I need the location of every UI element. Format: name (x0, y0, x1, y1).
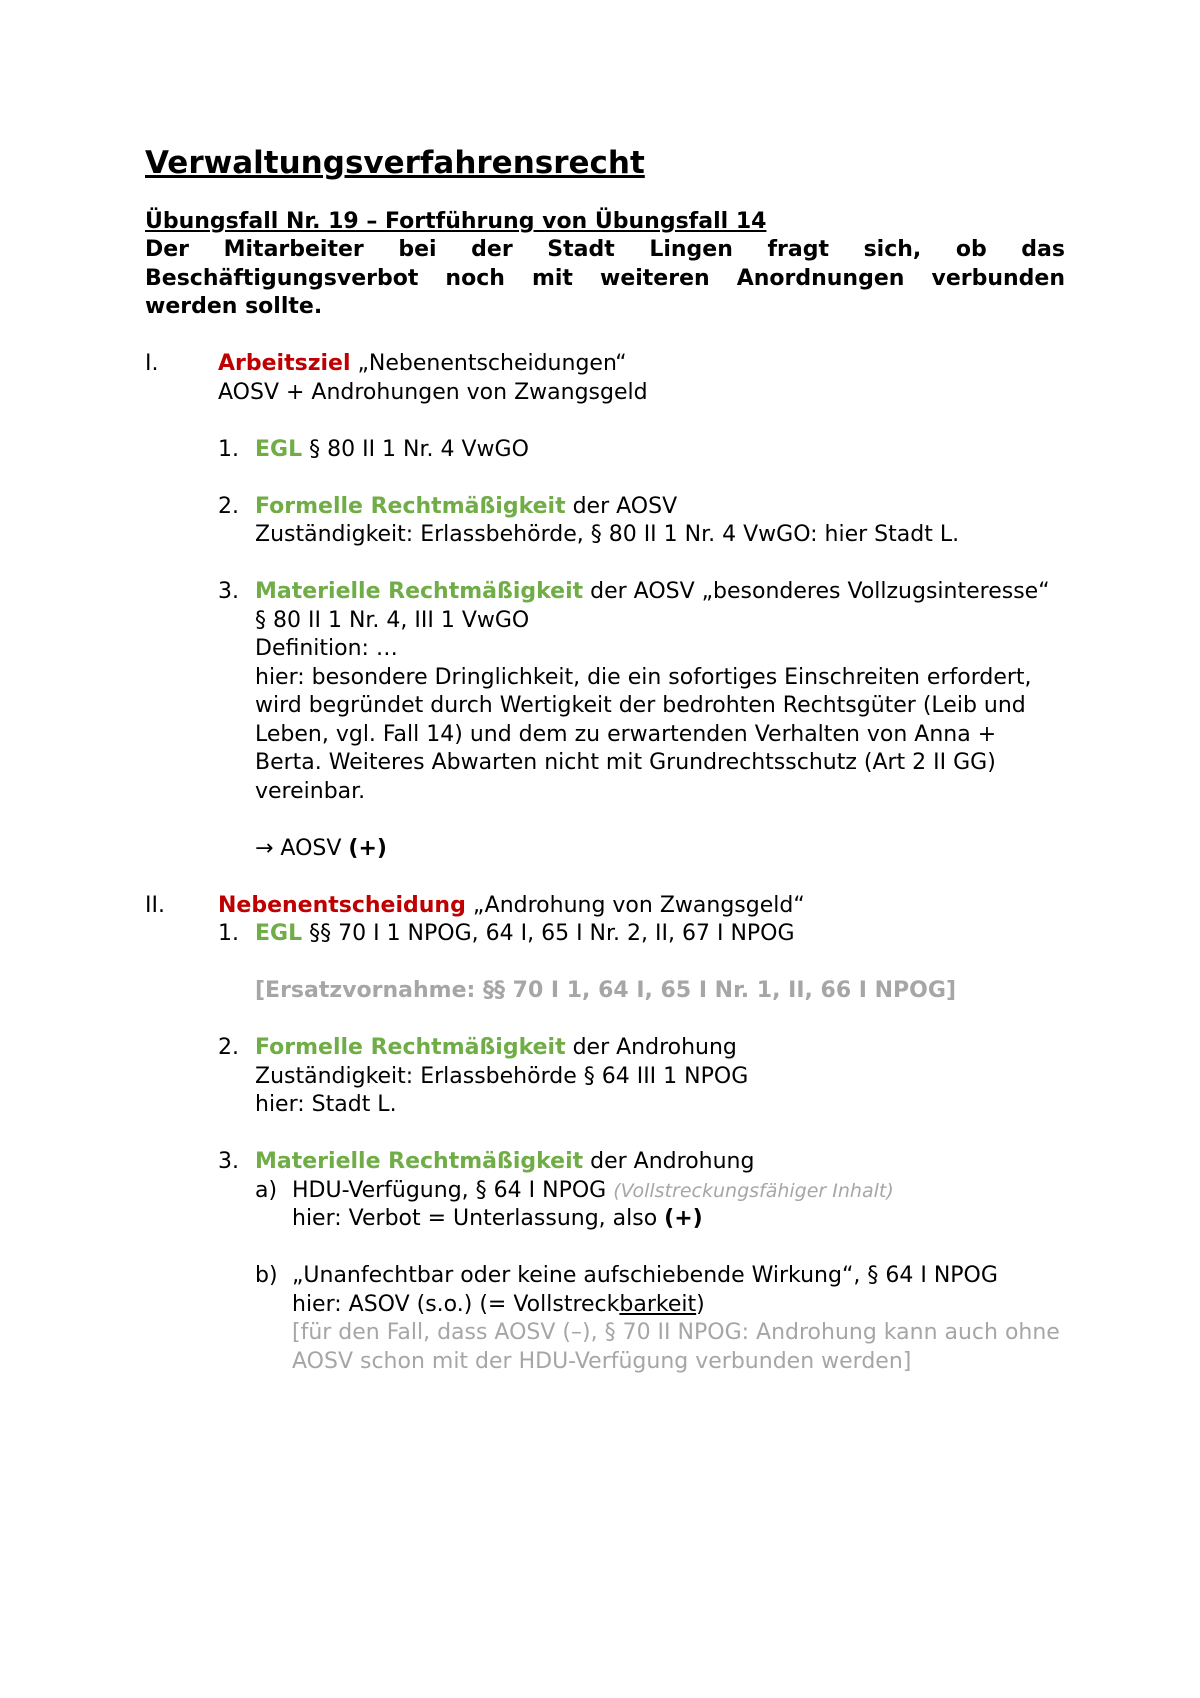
spacer (145, 322, 1065, 351)
item-line: Zuständigkeit: Erlassbehörde § 64 III 1 NPOG (255, 1063, 749, 1089)
section-1-heading-colored: Arbeitsziel (218, 351, 351, 376)
result-bold: (+) (348, 835, 387, 861)
section-2-mark: II. (145, 892, 165, 918)
section-2-item-2 (218, 1034, 1065, 1120)
item-number: 1. (218, 921, 239, 946)
result-prefix: → AOSV (255, 835, 349, 861)
section-2-heading-colored: Nebenentscheidung (218, 892, 466, 918)
sub-item-b (255, 1262, 1065, 1376)
sub-item-italic-note: (Vollstreckungsfähiger Inhalt) (613, 1179, 894, 1202)
item-line: hier: besondere Dringlichkeit, die ein sofortiges Einschreiten erfordert, wird begründet durch Wertigkeit der bedrohten Rechtsgüter (Leib und Leben, vgl. Fall 14) und dem zu erwartenden Verhalten von Anna + Berta. Weiteres Abwarten nicht mit Grundrechtsschutz (Art 2 II GG) vereinbar. (255, 664, 1032, 804)
document-page (145, 140, 1065, 1376)
sub-item-mark: a) (255, 1177, 278, 1203)
item-colored-label: Formelle Rechtmäßigkeit (255, 1035, 566, 1060)
item-colored-label: EGL (255, 436, 303, 462)
section-2-heading-rest: „Androhung von Zwangsgeld“ (465, 892, 805, 918)
item-number: 3. (218, 1149, 239, 1174)
case-intro: Der Mitarbeiter bei der Stadt Lingen fragt sich, ob das Beschäftigungsverbot noch mit weiteren Anordnungen verbunden werden sollte. (145, 237, 1065, 319)
item-colored-label: Materielle Rechtmäßigkeit (255, 1149, 584, 1174)
sub-item-line2-bold: (+) (664, 1206, 703, 1231)
sub-item-gray-note: [für den Fall, dass AOSV (–), § 70 II NPOG: Androhung kann auch ohne AOSV schon mit der HDU-Verfügung verbunden werden] (292, 1320, 1060, 1374)
sub-item-line2-prefix: hier: ASOV (s.o.) (= Vollstreck (292, 1291, 620, 1317)
sub-item-line2-suffix: ) (696, 1291, 705, 1317)
item-line: § 80 II 1 Nr. 4, III 1 VwGO (255, 607, 530, 633)
item-colored-label: Materielle Rechtmäßigkeit (255, 579, 584, 604)
item-rest: der AOSV (565, 493, 678, 519)
item-number: 2. (218, 493, 239, 519)
section-2-heading (218, 892, 1065, 921)
section-1-heading (218, 350, 1065, 379)
section-1-heading-rest: „Nebenentscheidungen“ (350, 351, 627, 376)
item-rest: der AOSV „besonderes Vollzugsinteresse“ (583, 579, 1050, 604)
item-note: [Ersatzvornahme: §§ 70 I 1, 64 I, 65 I Nr. 1, II, 66 I NPOG] (255, 978, 956, 1003)
section-1 (145, 350, 1065, 863)
section-2 (145, 892, 1065, 1377)
section-1-item-2 (218, 493, 1065, 550)
item-colored-label: EGL (255, 921, 303, 946)
item-rest: §§ 70 I 1 NPOG, 64 I, 65 I Nr. 2, II, 67 I NPOG (302, 921, 795, 946)
item-line: hier: Stadt L. (255, 1092, 397, 1117)
sub-item-text: „Unanfechtbar oder keine aufschiebende Wirkung“, § 64 I NPOG (292, 1263, 998, 1288)
sub-item-line2-prefix: hier: Verbot = Unterlassung, also (292, 1206, 665, 1231)
item-number: 1. (218, 436, 239, 462)
sub-item-line2-underline: barkeit (619, 1291, 697, 1317)
item-rest: § 80 II 1 Nr. 4 VwGO (302, 436, 529, 462)
section-1-item-3 (218, 578, 1065, 863)
item-line: Definition: … (255, 636, 398, 661)
item-colored-label: Formelle Rechtmäßigkeit (255, 493, 566, 519)
case-subtitle: Übungsfall Nr. 19 – Fortführung von Übungsfall 14 (145, 209, 767, 234)
item-number: 3. (218, 579, 239, 604)
item-result (255, 835, 1065, 864)
sub-item-a (255, 1177, 1065, 1234)
document-title: Verwaltungsverfahrensrecht (145, 145, 645, 181)
item-rest: der Androhung (565, 1035, 737, 1060)
item-rest: der Androhung (583, 1149, 755, 1174)
item-line: Zuständigkeit: Erlassbehörde, § 80 II 1 Nr. 4 VwGO: hier Stadt L. (255, 522, 960, 547)
sub-item-text: HDU-Verfügung, § 64 I NPOG (292, 1177, 614, 1203)
section-1-mark: I. (145, 351, 159, 376)
section-1-line2: AOSV + Androhungen von Zwangsgeld (218, 379, 648, 405)
section-2-item-1 (218, 920, 1065, 1006)
sub-item-mark: b) (255, 1263, 278, 1288)
item-number: 2. (218, 1035, 239, 1060)
section-1-item-1 (218, 436, 1065, 465)
section-2-item-3 (218, 1148, 1065, 1376)
